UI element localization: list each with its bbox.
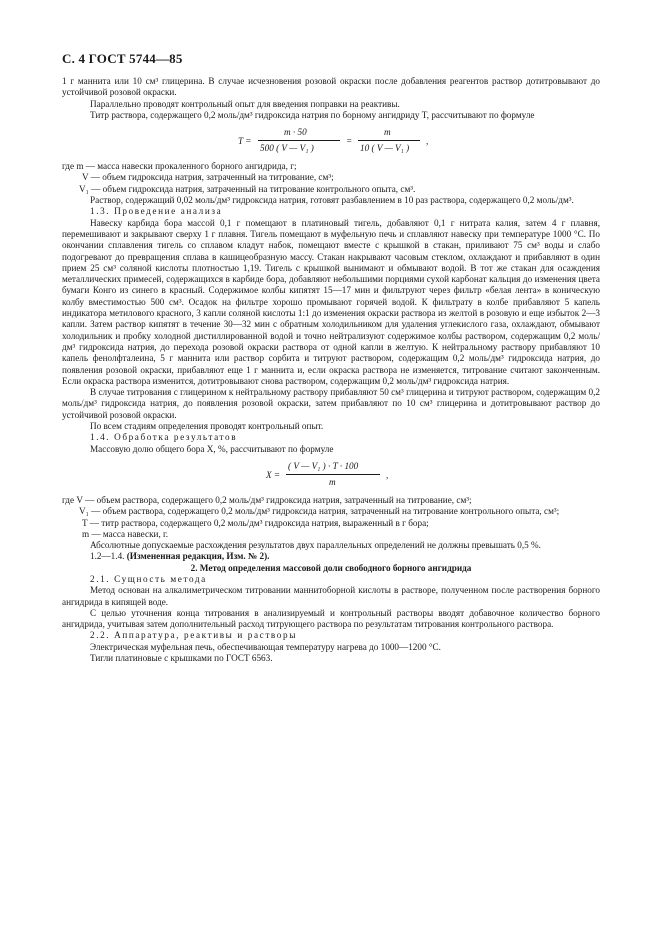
definition: m — масса навески, г.	[82, 528, 169, 539]
formula-denominator: 10 ( V — V₁ )	[360, 143, 410, 154]
page-header: С. 4 ГОСТ 5744—85	[62, 51, 183, 66]
formula-denominator: 500 ( V — V₁ )	[260, 143, 314, 154]
paragraph: Раствор, содержащий 0,02 моль/дм³ гидроксида натрия, готовят разбавлением в 10 раз раствора, содержащего 0,2 моль/дм³.	[90, 195, 574, 206]
formula-lhs: X =	[266, 469, 281, 480]
paragraph: Электрическая муфельная печь, обеспечивающая температуру нагрева до 1000—1200 °С.	[90, 641, 441, 652]
paragraph: Тигли платиновые с крышками по ГОСТ 6563.	[90, 653, 273, 664]
document-body	[62, 76, 600, 664]
formula-titre	[62, 123, 600, 159]
definition: V₁ — объем гидроксида натрия, затраченный на титрование контрольного опыта, см³.	[79, 183, 416, 194]
formula-denominator: m	[329, 476, 336, 487]
definition: V — объем гидроксида натрия, затраченный на титрование, см³;	[82, 172, 334, 183]
formula-numerator: m	[384, 127, 391, 138]
formula-equals: =	[346, 136, 353, 147]
paragraph: По всем стадиям определения проводят контрольный опыт.	[90, 421, 324, 432]
formula-boron-fraction	[62, 457, 600, 493]
definition: T — титр раствора, содержащего 0,2 моль/дм³ гидроксида натрия, выраженный в г бора;	[82, 517, 429, 528]
section-heading: 2. Метод определения массовой доли свободного борного ангидрида	[190, 562, 472, 573]
paragraph: Параллельно проводят контрольный опыт для введения поправки на реактивы.	[90, 98, 400, 109]
definition: где m — масса навески прокаленного борного ангидрида, г;	[62, 161, 297, 172]
paragraph: С целью уточнения конца титрования в анализируемый и контрольный растворы вводят добавочное количество борного ангидрида, учитывая затем дополнительный расход титрующего раствора по результатам титрования контрольного раствора.	[62, 607, 600, 630]
subsection-heading: 1.3. Проведение анализа	[90, 206, 223, 217]
formula-lhs: T =	[238, 136, 252, 147]
paragraph: Абсолютные допускаемые расхождения результатов двух параллельных определений не должны превышать 0,5 %.	[90, 540, 541, 551]
paragraph: 1 г маннита или 10 см³ глицерина. В случае исчезновения розовой окраски после добавления реагентов раствор дотитровывают до устойчивой розовой окраски.	[62, 76, 600, 98]
subsection-heading: 1.4. Обработка результатов	[90, 432, 238, 443]
amendment-note	[62, 551, 600, 562]
subsection-heading: 2.2. Аппаратура, реактивы и растворы	[90, 630, 297, 641]
subsection-heading: 2.1. Сущность метода	[90, 573, 207, 584]
formula-numerator: m · 50	[284, 127, 307, 138]
paragraph: Метод основан на алкалиметрическом титровании маннитоборной кислоты в растворе, полученном после растворения борного ангидрида в кипящей воде.	[62, 585, 600, 607]
definition: V₁ — объем раствора, содержащего 0,2 моль/дм³ гидроксида натрия, затраченный на титрование контрольного опыта, см³;	[79, 506, 560, 517]
formula-numerator: ( V — V₁ ) · T · 100	[288, 460, 359, 471]
formula-end: ,	[426, 136, 429, 147]
paragraph: Массовую долю общего бора X, %, рассчитывают по формуле	[90, 443, 334, 454]
amendment-range: 1.2—1.4.	[90, 551, 127, 562]
paragraph: Титр раствора, содержащего 0,2 моль/дм³ гидроксида натрия по борному ангидриду T, рассчитывают по формуле	[90, 109, 535, 120]
amendment-text: (Измененная редакция, Изм. № 2).	[126, 551, 270, 562]
definition: где V — объем раствора, содержащего 0,2 моль/дм³ гидроксида натрия, затраченный на титрование, см³;	[62, 494, 472, 505]
formula-end: ,	[386, 469, 389, 480]
paragraph: В случае титрования с глицерином к нейтральному раствору прибавляют 50 см³ глицерина и титруют раствором, содержащим 0,2 моль/дм³ гидроксида натрия, до появления розовой окраски, затем прибавляют по 10 см³ глицерина и дотитровывают раствор до устойчивой розовой окраски.	[62, 387, 600, 420]
paragraph: Навеску карбида бора массой 0,1 г помещают в платиновый тигель, добавляют 0,1 г нитрата калия, затем 4 г плавня, перемешивают и закрывают сверху 1 г плавня. Тигель помещают в муфельную печь и сплавляют навеску при температуре 1000 °С. По окончании сплавления тигель со сплавом кладут набок, помещают вместе с крышкой в стакан, приливают 75 см³ воды и слабо подогревают до превращения сплава в кашицеобразную массу. Стакан накрывают часовым стеклом, охлаждают и прибавляют в один прием 25 см³ соляной кислоты плотностью 1,19. Тигель с крышкой вынимают и обмывают водой. В тот же стакан для осаждения металлических примесей, содержащихся в карбиде бора, добавляют небольшими порциями сухой карбонат кальция до изменения цвета бумаги Конго из синего в красный. Содержимое колбы кипятят 15—17 мин и фильтруют через фильтр «белая лента» в коническую колбу вместимостью 500 см³. Осадок на фильтре хорошо промывают горячей водой. К фильтрату в колбе прибавляют 5 капель индикатора метилового красного, 3 капли соляной кислоты 1:1 до изменения окраски раствора из желтой в розовую и еще избыток 2—3 капли. Затем раствор кипятят в течение 30—32 мин с обратным холодильником для удаления углекислого газа, охлаждают, обмывают холодильник и пробку холодной дистиллированной водой и точно нейтрализуют содержимое колбы раствором, содержащим 0,2 моль/дм³ гидроксида натрия, до перехода розовой окраски раствора от одной капли в желтую. К нейтральному раствору прибавляют 10 капель фенолфталеина, 5 г маннита или раствор сорбита и титруют раствором, содержащим 0,2 моль/дм³ гидроксида натрия, до появления розовой окраски, прибавляют еще 1 г маннита и, если окраска раствора не изменяется, титрование считают законченным. Если окраска раствора изменится, дотитровывают снова раствором, содержащим 0,2 моль/дм³ гидроксида натрия.	[62, 217, 600, 386]
